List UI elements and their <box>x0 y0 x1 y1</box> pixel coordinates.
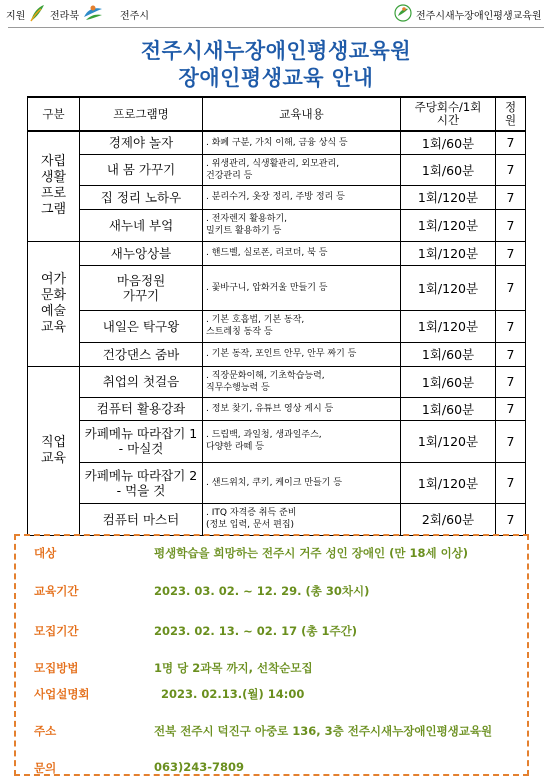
program-content: . 위생관리, 식생활관리, 외모관리, 건강관리 등 <box>203 154 401 185</box>
program-content: . 기본 동작, 포인트 안무, 안무 짜기 등 <box>203 342 401 366</box>
program-sessions: 1회/120분 <box>401 241 496 265</box>
info-value: 2023. 03. 02. ~ 12. 29. (총 30차시) <box>154 584 370 598</box>
program-content: . 샌드위치, 쿠키, 케이크 만들기 등 <box>203 462 401 503</box>
table-header-row <box>28 97 526 131</box>
info-value: 2023. 02.13.(월) 14:00 <box>161 687 305 701</box>
program-content: . 화폐 구분, 가치 이해, 금융 상식 등 <box>203 131 401 154</box>
category-cell: 자립 생활 프로 그램 <box>28 131 80 241</box>
program-name: 경제야 놀자 <box>80 131 203 154</box>
program-sessions: 1회/120분 <box>401 420 496 462</box>
program-content: . 기본 호흡법, 기본 동작, 스트레칭 동작 등 <box>203 310 401 342</box>
program-sessions: 1회/60분 <box>401 131 496 154</box>
info-value: 1명 당 2과목 까지, 선착순모집 <box>154 661 313 675</box>
program-name: 취업의 첫걸음 <box>80 366 203 397</box>
info-value: 2023. 02. 13. ~ 02. 17 (총 1주간) <box>154 624 357 638</box>
table-row <box>28 420 526 462</box>
jeonju-logo-icon <box>82 3 104 23</box>
program-table <box>27 96 526 536</box>
jeonbuk-leaf-icon <box>28 3 46 23</box>
program-name: 내 몸 가꾸기 <box>80 154 203 185</box>
header-program: 프로그램명 <box>80 97 203 131</box>
program-sessions: 1회/120분 <box>401 185 496 209</box>
program-sessions: 2회/60분 <box>401 503 496 535</box>
info-box <box>14 534 529 776</box>
program-content: . 정보 찾기, 유튜브 영상 게시 등 <box>203 397 401 420</box>
program-capacity: 7 <box>496 420 526 462</box>
page-subtitle: 장애인평생교육 안내 <box>178 66 374 90</box>
program-name: 내일은 탁구왕 <box>80 310 203 342</box>
program-name: 카페메뉴 따라잡기 1 - 마실것 <box>80 420 203 462</box>
program-sessions: 1회/120분 <box>401 265 496 310</box>
program-capacity: 7 <box>496 342 526 366</box>
program-capacity: 7 <box>496 154 526 185</box>
table-row <box>28 366 526 397</box>
table-row <box>28 209 526 241</box>
program-name: 컴퓨터 활용강좌 <box>80 397 203 420</box>
table-row <box>28 154 526 185</box>
program-content: . 직장문화이해, 기초학습능력, 직무수행능력 등 <box>203 366 401 397</box>
program-sessions: 1회/60분 <box>401 154 496 185</box>
header-sessions: 주당회수/1회 시간 <box>401 97 496 131</box>
header-bar <box>0 0 552 28</box>
institute-logo-icon <box>394 4 412 22</box>
info-label: 문의 <box>34 761 57 775</box>
page-title: 전주시새누장애인평생교육원 <box>140 39 412 63</box>
info-row-target <box>34 545 469 561</box>
info-row-recruit-period <box>34 623 357 639</box>
category-cell: 직업 교육 <box>28 366 80 535</box>
info-row-briefing <box>34 686 305 702</box>
table-row <box>28 397 526 420</box>
program-capacity: 7 <box>496 366 526 397</box>
sponsor-label: 지원 <box>6 11 26 22</box>
program-capacity: 7 <box>496 209 526 241</box>
program-sessions: 1회/60분 <box>401 342 496 366</box>
jeonbuk-logo-text: 전라북 <box>50 11 79 22</box>
info-row-contact <box>34 760 245 776</box>
program-sessions: 1회/120분 <box>401 310 496 342</box>
info-label: 주소 <box>34 724 57 738</box>
info-label: 모집기간 <box>34 624 79 638</box>
info-label: 모집방법 <box>34 661 79 675</box>
table-row <box>28 342 526 366</box>
table-row <box>28 185 526 209</box>
program-name: 카페메뉴 따라잡기 2 - 먹을 것 <box>80 462 203 503</box>
program-capacity: 7 <box>496 185 526 209</box>
info-row-address <box>34 723 493 739</box>
program-sessions: 1회/60분 <box>401 366 496 397</box>
info-label: 사업설명회 <box>34 687 90 701</box>
table-row <box>28 503 526 535</box>
program-name: 건강댄스 줌바 <box>80 342 203 366</box>
program-name: 컴퓨터 마스터 <box>80 503 203 535</box>
jeonju-label: 전주시 <box>120 11 149 22</box>
table-row <box>28 462 526 503</box>
table-row <box>28 265 526 310</box>
program-capacity: 7 <box>496 462 526 503</box>
info-row-recruit-method <box>34 660 313 676</box>
program-content: . 드립백, 과일청, 생과일주스, 다양한 라떼 등 <box>203 420 401 462</box>
info-value: 063)243-7809 <box>154 760 245 774</box>
table-row <box>28 241 526 265</box>
program-content: . 분리수거, 옷장 정리, 주방 정리 등 <box>203 185 401 209</box>
program-name: 새누네 부엌 <box>80 209 203 241</box>
header-capacity: 정 원 <box>496 97 526 131</box>
institute-name: 전주시새누장애인평생교육원 <box>416 11 542 22</box>
program-content: . 전자렌지 활용하기, 밀키트 활용하기 등 <box>203 209 401 241</box>
category-cell: 여가 문화 예술 교육 <box>28 241 80 366</box>
program-name: 마음정원 가꾸기 <box>80 265 203 310</box>
program-sessions: 1회/120분 <box>401 462 496 503</box>
header-category: 구분 <box>28 97 80 131</box>
info-row-period <box>34 583 370 599</box>
program-capacity: 7 <box>496 503 526 535</box>
program-capacity: 7 <box>496 131 526 154</box>
info-label: 교육기간 <box>34 584 79 598</box>
program-capacity: 7 <box>496 265 526 310</box>
program-capacity: 7 <box>496 241 526 265</box>
program-name: 새누앙상블 <box>80 241 203 265</box>
info-label: 대상 <box>34 546 57 560</box>
info-value: 전북 전주시 덕진구 아중로 136, 3층 전주시새누장애인평생교육원 <box>154 724 493 738</box>
program-content: . 꽃바구니, 압화거울 만들기 등 <box>203 265 401 310</box>
header-content: 교육내용 <box>203 97 401 131</box>
program-content: . 핸드벨, 실로폰, 리코더, 북 등 <box>203 241 401 265</box>
program-capacity: 7 <box>496 310 526 342</box>
program-sessions: 1회/120분 <box>401 209 496 241</box>
table-row <box>28 310 526 342</box>
table-row <box>28 131 526 154</box>
info-value: 평생학습을 희망하는 전주시 거주 성인 장애인 (만 18세 이상) <box>154 546 469 560</box>
program-capacity: 7 <box>496 397 526 420</box>
header-divider <box>8 27 544 28</box>
program-sessions: 1회/60분 <box>401 397 496 420</box>
program-name: 집 정리 노하우 <box>80 185 203 209</box>
program-content: . ITQ 자격증 취득 준비 (정보 입력, 문서 편집) <box>203 503 401 535</box>
